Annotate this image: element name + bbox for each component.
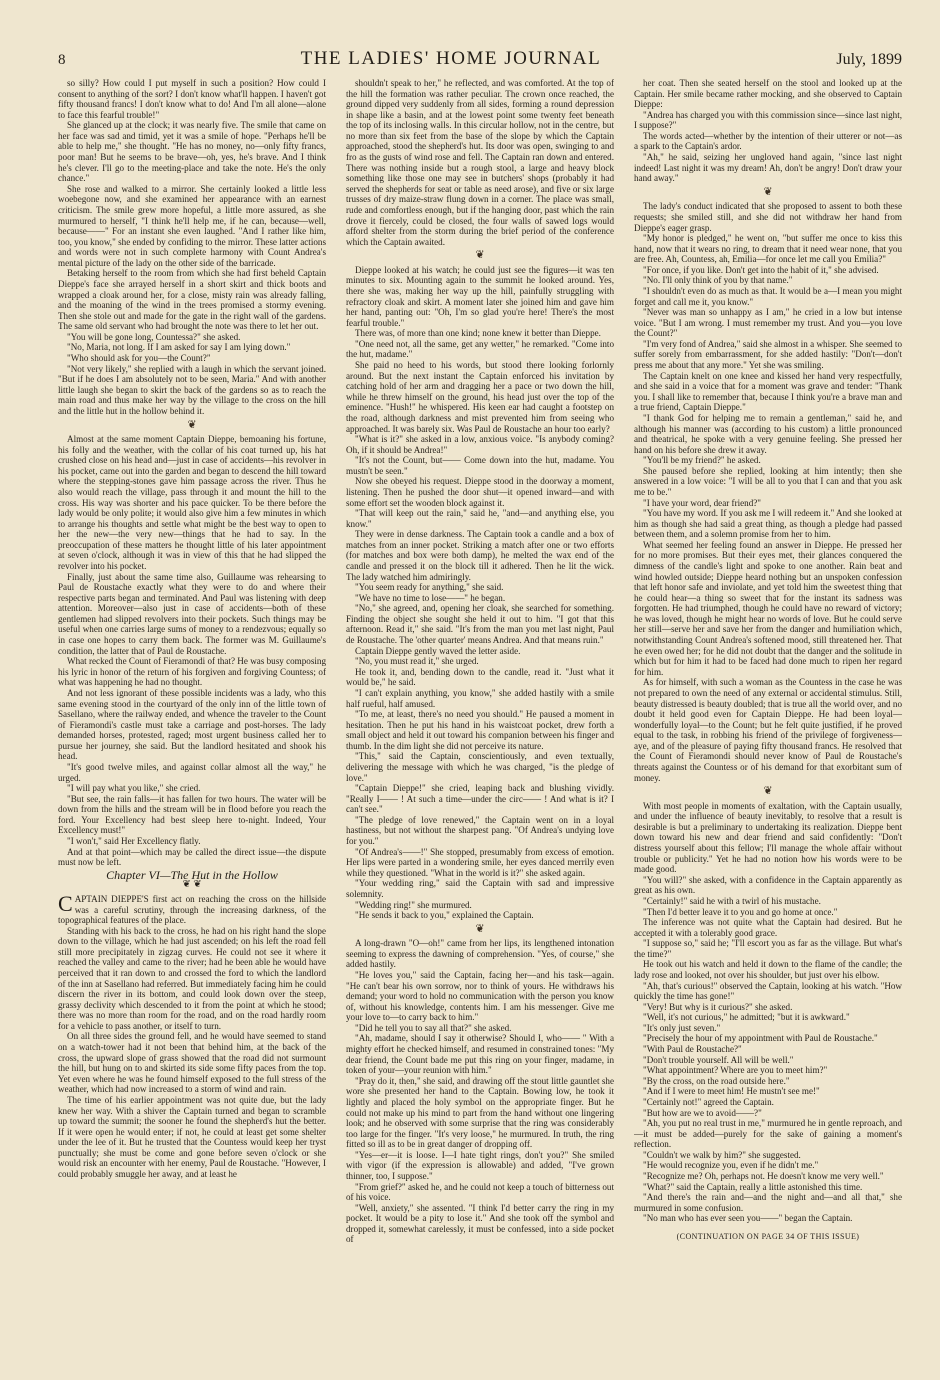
paragraph: "I won't," said Her Excellency flatly. [67,836,201,847]
paragraph: He took it, and, bending down to the candle, read it. "Just what it would be," he said. [346,666,614,688]
paragraph: Finally, just about the same time also, Guillaume was rehearsing to Paul de Roustache exactly what they were to do and where their respective parts began and terminated. And Paul was listening with deep attention. Moreover—also just in case of accidents—both of these gentlemen had slipped revolvers into their pockets. Such things may be useful when one carries large sums of money to a rendezvous; equally so in case one hopes to carry them back. The former was M. Guillaume's condition, the latter that of Paul de Roustache. [58,571,326,656]
paragraph: "One need not, all the same, get any wetter," he remarked. "Come into the hut, madame." [346,338,614,360]
paragraph: "Yes—er—it is loose. I—I hate tight rings, don't you?" She smiled with vigor (if the expression is allowable) and added, "I've grown thinner, too, I suppose." [346,1149,614,1181]
paragraph: "We have no time to lose——" he began. [355,592,506,603]
paragraph: "Certainly not!" agreed the Captain. [643,1096,774,1107]
paragraph: "I have your word, dear friend?" [643,497,762,508]
paragraph: "For once, if you like. Don't get into the habit of it," she advised. [643,264,879,275]
journal-title: THE LADIES' HOME JOURNAL [300,48,602,69]
section-ornament: ❦ [187,418,197,431]
paragraph: As for himself, with such a woman as the Countess in the case he was not prepared to own the need of any external or accidental stimulus. Still, beauty distressed is beauty doubled; that is true all the world over, and no doubt it held good even for Captain Dieppe. He had been loyal—wonderfully loyal—to the Count; but he felt quite justified, if he proved equal to the task, in robbing his friend of the privilege of forgiveness—aye, and of the pleasure of paying fifty thousand francs. He resolved that the Count of Fieramondi should never know of Paul de Roustache's threats against the Countess or of his demand for that exorbitant sum of money. [634,677,902,783]
paragraph: "My honor is pledged," he went on, "but suffer me once to kiss this hand, now that it wears no ring, to dream that it need wear none, that you are free. Ah, Countess, ah, Emilia—for once let me call you Emilia?" [634,233,902,265]
paragraph: "He would recognize you, even if he didn't me." [643,1160,819,1171]
paragraph: "Well, it's not curious," he admitted; "but it is awkward." [643,1012,850,1023]
paragraph: He took out his watch and held it down to the flame of the candle; the lady rose and looked, not over his shoulder, but just over his elbow. [634,959,902,980]
paragraph: What seemed her feeling found an answer in Dieppe. He pressed her for no more promises. But their eyes met, their glances conquered the dimness of the candle's light and spoke to one another. Rain beat and wind howled outside; Dieppe heard nothing but an unspoken confession that left honor safe and inviolate, and yet told him the sweetest thing that he could hear—a thing so sweet that for the instant its sadness was forgotten. He had triumphed, though he could have no reward of victory; he was loved, though he might hear no words of love. But he could serve her still—serve her and save her from the danger and humiliation which, notwithstanding Count Andrea's softened mood, still threatened her. That he even owed her; for he did not doubt that the danger and the solitude in which but for him it had to be faced had done much to ripen her regard for him. [634,539,902,677]
section-ornament: ❦ [475,922,485,935]
paragraph: "And there's the rain and—and the night and—and all that," she murmured in some confusion. [634,1192,902,1213]
paragraph: "No. I'll only think of you by that name." [643,275,793,286]
paragraph: "This," said the Captain, conscientiously, and even textually, delivering the message with which he was charged, "is the pledge of love." [346,751,614,783]
paragraph: "I will pay what you like," she cried. [67,783,201,794]
paragraph: "Who should ask for you—the Count?" [67,353,211,364]
paragraph: "What?" said the Captain, really a little astonished this time. [643,1181,863,1192]
chapter-heading: Chapter VI—The Hut in the Hollow [106,867,278,882]
paragraph: "From grief?" asked he, and he could not keep a touch of bitterness out of his voice. [346,1181,614,1203]
paragraph-text: APTAIN DIEPPE'S first act on reaching the cross on the hillside was a careful scrutiny, through the increasing darkness, of the topographical features of the place. [58,893,326,926]
paragraph: Almost at the same moment Captain Dieppe, bemoaning his fortune, his folly and the weather, with the collar of his coat turned up, his hat crushed close on his head and—just in case of accidents—his revolver in his pocket, came out into the garden and began to descend the hill toward where the stepping-stones gave him passage across the river. Thus he also would reach the village, pass through it and mount the hill to the cross. His way was shorter and his pace quicker. To be there before the lady would be only polite; it would also give him a few minutes in which to arrange his thoughts and settle what might be the best way to open to her the new—the very new—things that he had to say. In the preoccupation of these matters he thought little of his later appointment at seven o'clock, although it was in view of this that he had slipped the revolver into his pocket. [58,434,326,572]
paragraph [58,890,326,926]
paragraph: "Of Andrea's——!" She stopped, presumably from excess of emotion. Her lips were parted in a wondering smile, her eyes danced merrily even while they questioned. "What in the world is it?" she asked again. [346,846,614,878]
paragraph: On all three sides the ground fell, and he would have seemed to stand on a watch-tower had it not been that behind him, at the back of the cross, the upward slope of grass showed that the road did not surmount the hill, but hung on to and skirted its side some fifty paces from the top. Yet even where he was he found himself exposed to the full stress of the weather, which had now increased to a storm of wind and rain. [58,1031,326,1095]
paragraph: "It's not the Count, but—— Come down into the hut, madame. You mustn't be seen." [346,455,614,476]
paragraph: Captain Dieppe gently waved the letter aside. [355,645,521,656]
paragraph: With most people in moments of exaltation, with the Captain usually, and under the influence of beauty inevitably, to resolve that a result is desirable is but a preliminary to undertaking its realization. Dieppe bent down toward his new and dear friend and said confidently: "Don't distress yourself about this fellow; I'll manage the whole affair without trouble or publicity." Yet he had no notion how his words were to be made good. [634,800,902,875]
paragraph: "Very! But why is it curious?" she asked. [643,1001,793,1012]
paragraph: "Ah, that's curious!" observed the Captain, looking at his watch. "How quickly the time has gone!" [634,980,902,1002]
paragraph: "No, Maria, not long. If I am asked for say I am lying down." [67,342,291,353]
paragraph: They were in dense darkness. The Captain took a candle and a box of matches from an inner pocket. Striking a match after one or two efforts (for matches and box were both damp), he melted the wax end of the candle and pressed it on the block till it adhered. Then he lit the wick. The lady watched him admiringly. [346,529,614,582]
paragraph: "You have my word. If you ask me I will redeem it." And she looked at him as though she had said a great thing, as though a pledge had passed between them, and a solemn promise from her to him. [634,508,902,540]
paragraph: Standing with his back to the cross, he had on his right hand the slope down to the village, which he had just ascended; on his left the road fell still more precipitately in zigzag curves. He could not see it where it reached the valley and came to the river; had he been able he would have perceived that it ran down to and crossed the ford to which the landlord of the inn at Sasellano had referred. But immediately facing him he could discern the river in its bottom, and could look down over the steep, grassy declivity which descended to it from the point at which he stood; there was no more than room for the road, and on the road hardly room for a vehicle to pass another, or itself to turn. [58,925,326,1031]
paragraph: "The pledge of love renewed," the Captain went on in a loyal hastiness, but not without the sharpest pang. "Of Andrea's undying love for you." [346,814,614,847]
paragraph: "He sends it back to you," explained the Captain. [355,910,534,921]
paragraph: "What appointment? Where are you to meet him?" [643,1065,828,1076]
paragraph: "I shouldn't even do as much as that. It would be a—I mean you might forget and call me it, you know." [634,285,902,307]
paragraph: "It's only just seven." [643,1022,721,1033]
section-ornament: ❦ [763,785,773,798]
paragraph: "Certainly!" said he with a twirl of his mustache. [643,895,821,906]
paragraph: "Captain Dieppe!" she cried, leaping back and blushing vividly. "Really I—— ! At such a time—under the circ—— ! And what is it? I can't see." [346,783,614,815]
column-3 [634,78,902,1343]
paragraph: Dieppe looked at his watch; he could just see the figures—it was ten minutes to six. Mounting again to the summit he looked around. Yes, there she was, making her way up the hill, painfully struggling with refractory cloak and skirt. A moment later she joined him and gave him her hand, panting out: "Oh, I'm so glad you're here! There's the most fearful trouble." [346,264,614,328]
paragraph: And at that point—which may be called the direct issue—the dispute must now be left. [58,846,326,868]
paragraph: "To me, at least, there's no need you should." He paused a moment in hesitation. Then he put his hand in his waistcoat pocket, drew forth a small object and held it out toward his companion between his finger and thumb. In the dim light she did not perceive its nature. [346,709,614,751]
paragraph: "Precisely the hour of my appointment with Paul de Roustache." [643,1033,878,1044]
paragraph: "Ah, you put no real trust in me," murmured he in gentle reproach, and—it must be added—purely for the sake of gaining a moment's reflection. [634,1118,902,1150]
paragraph: The time of his earlier appointment was not quite due, but the lady knew her way. With a shiver the Captain turned and began to scramble up toward the summit; the sooner he found the shepherd's hut the better. If it were open he would enter; if not, he could at least get some shelter under the lee of it. But he trusted that the Countess would keep her tryst punctually; she must be come and gone before seven o'clock or she would risk an encounter with her enemy, Paul de Roustache. "However, I could probably smuggle her away, and at least he [58,1094,326,1179]
paragraph: "And if I were to meet him! He mustn't see me!" [643,1086,820,1097]
paragraph: "But how are we to avoid——?" [643,1107,762,1118]
paragraph: She paused before she replied, looking at him intently; then she answered in a low voice: "I will be all to you that I can and that you ask me to be." [634,465,902,497]
paragraph: "No, you must read it," she urged. [355,656,479,667]
paragraph: "It's good twelve miles, and against collar almost all the way," he urged. [58,762,326,783]
paragraph: "Your wedding ring," said the Captain with sad and impressive solemnity. [346,878,614,899]
drop-cap: C [58,890,73,916]
paragraph: "You will be gone long, Countessa?" she asked. [67,331,241,342]
paragraph: shouldn't speak to her," he reflected, and was comforted. At the top of the hill the formation was rather peculiar. The crown once reached, the ground dipped very suddenly from all sides, forming a round depression in shape like a basin, and at the lowest point some twenty feet beneath the top of its inclosing walls. In this circular hollow, not in the centre, but no more than six feet from the base of the slope by which the Captain approached, stood the shepherd's hut. Its door was open, swinging to and fro as the gusts of wind rose and fell. The Captain ran down and entered. There was nothing inside but a rough stool, a large and heavy block something like those one may see in butchers' shops (probably it had served the shepherds for seat or table as need arose), and five or six large trusses of dry maize-straw flung down in a corner. The place was small, rude and comfortless enough, but if the hanging door, past which the rain drove it fiercely, could be closed, the four walls of sawed logs would afford shelter from the storm during the brief period of the conference which the Captain awaited. [346,78,614,247]
paragraph: "By the cross, on the road outside here." [643,1075,790,1086]
paragraph: She rose and walked to a mirror. She certainly looked a little less woebegone now, and she examined her appearance with an earnest criticism. The smile grew more hopeful, a little more assured, as she murmured to herself, "I think he'll help me, if he can, because—well, because——" For an instant she even laughed. "And I rather like him, too, you know," she ended by confiding to the mirror. These latter actions and words were not in such complete harmony with Count Andrea's mental picture of the lady on the other side of the barricade. [58,183,326,268]
paragraph: "Did he tell you to say all that?" she asked. [355,1022,512,1033]
paragraph: "He loves you," said the Captain, facing her—and his task—again. "He can't bear his own sorrow, nor to think of yours. He withdraws his demand; your word to hold no communication with the person you know of, without his knowledge, contents him. I am his messenger. Give me your love to—to carry back to him." [346,969,614,1023]
issue-date: July, 1899 [836,51,902,68]
paragraph: "Ah," he said, seizing her ungloved hand again, "since last night indeed! Last night it was my dream! Ah, don't be angry! Don't draw your hand away." [634,152,902,184]
column-1 [58,78,326,1343]
paragraph: "I'm very fond of Andrea," said she almost in a whisper. She seemed to suffer sorely from embarrassment, for she added hastily: "Don't—don't press me about that any more." Yet she was smiling. [634,338,902,371]
paragraph: "Well, anxiety," she assented. "I think I'd better carry the ring in my pocket. It would be a pity to lose it." And she took off the symbol and dropped it, somewhat carelessly, it must be confessed, into a side pocket of [346,1202,614,1245]
paragraph: "Not very likely," she replied with a laugh in which the servant joined. "But if he does I am absolutely not to be seen, Maria." And with another little laugh she began to skirt the back of the gardens so as to reach the main road and thus make her way by the village to the cross on the hill and the little hut in the hollow behind it. [58,363,326,416]
paragraph: "Never was man so unhappy as I am," he cried in a low but intense voice. "But I am wrong. I must remember my trust. And you—you love the Count?" [634,307,902,339]
paragraph: "Pray do it, then," she said, and drawing off the stout little gauntlet she wore she presented her hand to the Captain. Bowing low, he took it lightly and placed the holy symbol on the appropriate finger. But he could not make up his mind to part from the hand without one lingering look; and he observed with some surprise that the ring was considerably too large for the finger. "It's very loose," he murmured. In truth, the ring fitted so ill as to be in great danger of dropping off. [346,1075,614,1150]
paragraph: The words acted—whether by the intention of their utterer or not—as a spark to the Captain's ardor. [634,130,902,152]
paragraph: "Don't trouble yourself. All will be well." [643,1054,794,1065]
paragraph: "Ah, madame, should I say it otherwise? Should I, who—— " With a mighty effort he checked himself, and resumed in constrained tones: "My dear friend, the Count bade me put this ring on your finger, madame, in token of your—your reunion with him." [346,1033,614,1076]
paragraph: "I thank God for helping me to remain a gentleman," said he, and although his manner was (according to his custom) a little pronounced and theatrical, he spoke with a very genuine feeling. She pressed her hand on his before she drew it away. [634,412,902,455]
page-header [58,48,902,74]
paragraph: "You seem ready for anything," she said. [355,582,504,593]
paragraph: And not less ignorant of these possible incidents was a lady, who this same evening stood in the courtyard of the only inn of the little town of Sasellano, where the railway ended, and whence the traveler to the Count of Fieramondi's castle must take a carriage and post-horses. The lady demanded horses, protested, raged; most urgent business called her to pursue her journey, she said. But the landlord hesitated and shook his head. [58,687,326,762]
paragraph: "Recognize me? Oh, perhaps not. He doesn't know me very well." [643,1170,884,1181]
chapter-ornament: ❦ ❦ [182,879,202,891]
paragraph: "I can't explain anything, you know," she added hastily with a smile half rueful, half amused. [346,687,614,709]
paragraph: "What is it?" she asked in a low, anxious voice. "Is anybody coming? Oh, if it should be Andrea!" [346,434,614,455]
paragraph: There was, of more than one kind; none knew it better than Dieppe. [355,328,601,339]
paragraph: What recked the Count of Fieramondi of that? He was busy composing his lyric in honor of the return of his forgiven and forgiving Countess; of what was happening he had no thought. [58,656,326,688]
paragraph: so silly? How could I put myself in such a position? How could I consent to anything of the sort? I don't know what'll happen. I haven't got fifty thousand francs! I don't know what to do! And I'm all alone—alone to face this fearful trouble!" [58,78,326,120]
section-ornament: ❦ [475,249,485,262]
paragraph: "That will keep out the rain," said he, "and—and anything else, you know." [346,508,614,529]
paragraph: "But see, the rain falls—it has fallen for two hours. The water will be down from the hills and the stream will be in flood before you reach the ford. Your Excellency had best sleep here to-night. Indeed, Your Excellency must!" [58,793,326,836]
paragraph: Betaking herself to the room from which she had first beheld Captain Dieppe's face she arrayed herself in a short skirt and thick boots and wrapped a cloak around her, for a close, misty rain was already falling, and the moaning of the wind in the trees promised a stormy evening. Then she stole out and made for the gate in the right wall of the gardens. The same old servant who had brought the note was there to let her out. [58,268,326,332]
paragraph: The Captain knelt on one knee and kissed her hand very respectfully, and she said in a voice that for a moment was grave and tender: "Thank you. I shall like to remember that, because I think you're a brave man and a true friend, Captain Dieppe." [634,370,902,413]
paragraph: The inference was not quite what the Captain had desired. But he accepted it with a tolerably good grace. [634,917,902,938]
article-body [58,78,902,1343]
paragraph: The lady's conduct indicated that she proposed to assent to both these requests; she smiled still, and she did not withdraw her hand from Dieppe's eager grasp. [634,201,902,233]
paragraph: "I suppose so," said he; "I'll escort you as far as the village. But what's the time?" [634,938,902,959]
paragraph: her coat. Then she seated herself on the stool and looked up at the Captain. Her smile became rather mocking, and she observed to Captain Dieppe: [634,78,902,110]
paragraph: She paid no heed to his words, but stood there looking forlornly around. But the next instant the Captain enforced his invitation by catching hold of her arm and dragging her a pace or two down the hill, while he threw himself on the ground, his head just over the top of the eminence. "Hush!" he whispered. His keen ear had caught a footstep on the road, although darkness and mist prevented him from seeing who approached. It was barely six. Was Paul de Roustache an hour too early? [346,360,614,434]
paragraph: "No," she agreed, and, opening her cloak, she searched for something. Finding the object she sought she held it out to him. "I got that this afternoon. Read it," she said. "It's from the man you met last night, Paul de Roustache. The 'other quarter' means Andrea. And that means ruin." [346,603,614,646]
paragraph: "Wedding ring!" she murmured. [355,899,472,910]
paragraph: "With Paul de Roustache?" [643,1044,742,1055]
continuation-note: (CONTINUATION ON PAGE 34 OF THIS ISSUE) [676,1231,860,1241]
paragraph: "No man who has ever seen you——" began the Captain. [643,1213,853,1224]
page-number: 8 [58,52,66,68]
paragraph: "Andrea has charged you with this commission since—since last night, I suppose?" [634,109,902,131]
section-ornament: ❦ [763,185,773,198]
paragraph: "You will?" she asked, with a confidence in the Captain apparently as great as his own. [634,874,902,896]
paragraph: A long-drawn "O—oh!" came from her lips, its lengthened intonation seeming to express the dawning of comprehension. "Yes, of course," she added hastily. [346,938,614,970]
paragraph: "Then I'd better leave it to you and go home at once." [643,906,838,917]
paragraph: Now she obeyed his request. Dieppe stood in the doorway a moment, listening. Then he pushed the door shut—it opened inward—and with some effort set the wooden block against it. [346,476,614,508]
column-2 [346,78,614,1343]
paragraph: She glanced up at the clock; it was nearly five. The smile that came on her face was sad and timid, yet it was a smile of hope. "Perhaps he'll be able to help me," she thought. "He has no money, no—only fifty francs, poor man! But he seems to be brave—oh, yes, he's brave. And I think he's clever. I'll go to the meeting-place and take the note. He's the only chance." [58,120,326,184]
paragraph: "You'll be my friend?" he asked. [643,455,761,466]
paragraph: "Couldn't we walk by him?" she suggested. [643,1149,801,1160]
